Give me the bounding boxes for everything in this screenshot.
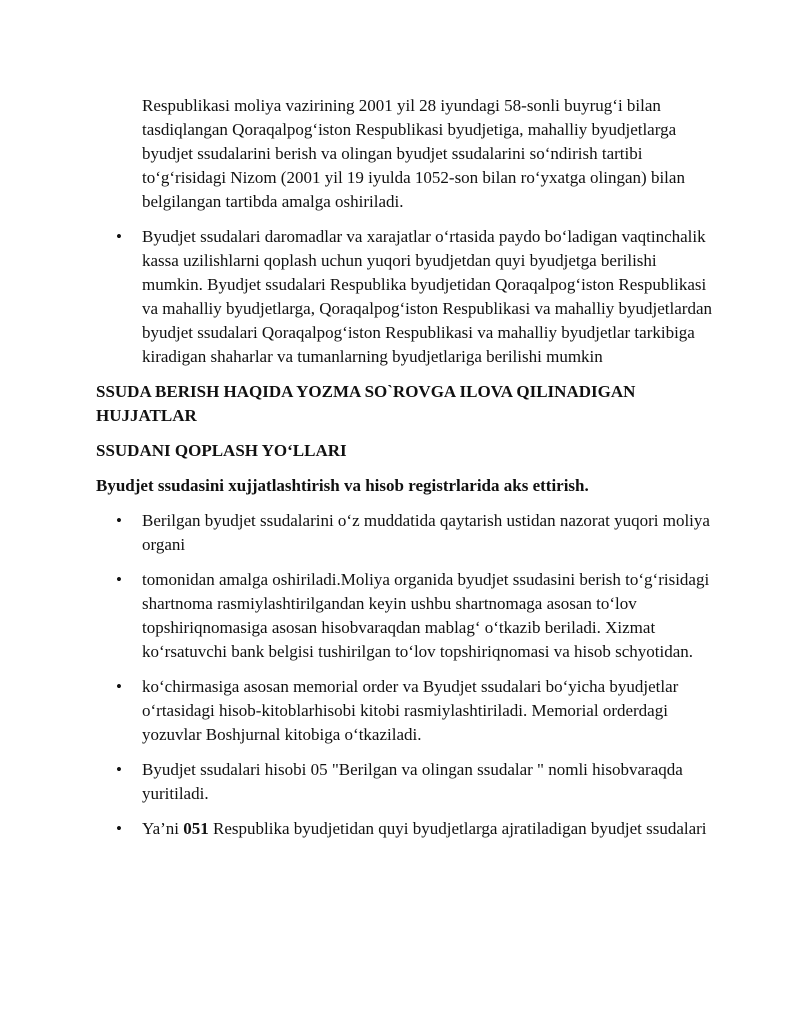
bullet-marker: • — [116, 511, 122, 530]
list-item-text-prefix: Ya’ni — [142, 819, 184, 838]
account-code: 051 — [183, 819, 209, 838]
list-item — [116, 509, 712, 557]
list-item-text: Berilgan byudjet ssudalarini o‘z muddatida qaytarish ustidan nazorat yuqori moliya organi — [142, 511, 710, 554]
bullet-marker: • — [116, 760, 122, 779]
list-item — [116, 675, 712, 747]
bullet-marker: • — [116, 227, 122, 246]
list-item-text: ko‘chirmasiga asosan memorial order va Byudjet ssudalari bo‘yicha byudjetlar o‘rtasidagi hisob-kitoblarhisobi kitobi rasmiylashtiriladi. Memorial orderdagi yozuvlar Boshjurnal kitobiga o‘tkaziladi. — [142, 677, 679, 744]
bullet-list-1 — [96, 225, 712, 369]
list-item-text: tomonidan amalga oshiriladi.Moliya organida byudjet ssudasini berish to‘g‘risidagi shartnoma rasmiylashtirilgandan keyin ushbu shartnomaga asosan to‘lov topshiriqnomasiga asosan hisobvaraqdan mablag‘ o‘tkazib beriladi. Xizmat ko‘rsatuvchi bank belgisi tushirilgan to‘lov topshiriqnomasi va hisob schyotidan. — [142, 570, 710, 661]
bullet-marker: • — [116, 819, 122, 838]
bullet-marker: • — [116, 570, 122, 589]
list-item — [116, 568, 712, 664]
section-heading-accounting: Byudjet ssudasini xujjatlashtirish va hisob registrlarida aks ettirish. — [96, 476, 589, 495]
section-heading-repayment: SSUDANI QOPLASH YO‘LLARI — [96, 441, 347, 460]
intro-paragraph: Respublikasi moliya vazirining 2001 yil 28 iyundagi 58-sonli buyrug‘i bilan tasdiqlangan Qoraqalpog‘iston Respublikasi byudjetiga, mahalliy byudjetlarga byudjet ssudalarini berish va olingan byudjet ssudalarini so‘ndirish tartibi to‘g‘risidagi Nizom (2001 yil 19 iyulda 1052-son bilan ro‘yxatga olingan) bilan belgilangan tartibda amalga oshiriladi. — [142, 96, 685, 211]
list-item-text-suffix: Respublika byudjetidan quyi byudjetlarga ajratiladigan byudjet ssudalari — [208, 819, 707, 838]
list-item-text: Byudjet ssudalari hisobi 05 "Berilgan va olingan ssudalar " nomli hisobvaraqda yuritiladi. — [142, 760, 683, 803]
list-item — [116, 817, 712, 841]
bullet-marker: • — [116, 677, 122, 696]
list-item — [116, 758, 712, 806]
bullet-list-2 — [96, 509, 710, 841]
section-heading-documents: SSUDA BERISH HAQIDA YOZMA SO`ROVGA ILOVA QILINADIGAN HUJJATLAR — [96, 382, 636, 425]
list-item-text: Byudjet ssudalari daromadlar va xarajatlar o‘rtasida paydo bo‘ladigan vaqtinchalik kassa uzilishlarni qoplash uchun yuqori byudjetdan quyi byudjetga berilishi mumkin. Byudjet ssudalari Respublika byudjetidan Qoraqalpog‘iston Respublikasi va mahalliy byudjetlarga, Qoraqalpog‘iston Respublikasi va mahalliy byudjetlardan byudjet ssudalari Qoraqalpog‘iston Respublikasi va mahalliy byudjetlar tarkibiga kiradigan shaharlar va tumanlarning byudjetlariga berilishi mumkin — [142, 227, 712, 366]
list-item — [116, 225, 712, 369]
